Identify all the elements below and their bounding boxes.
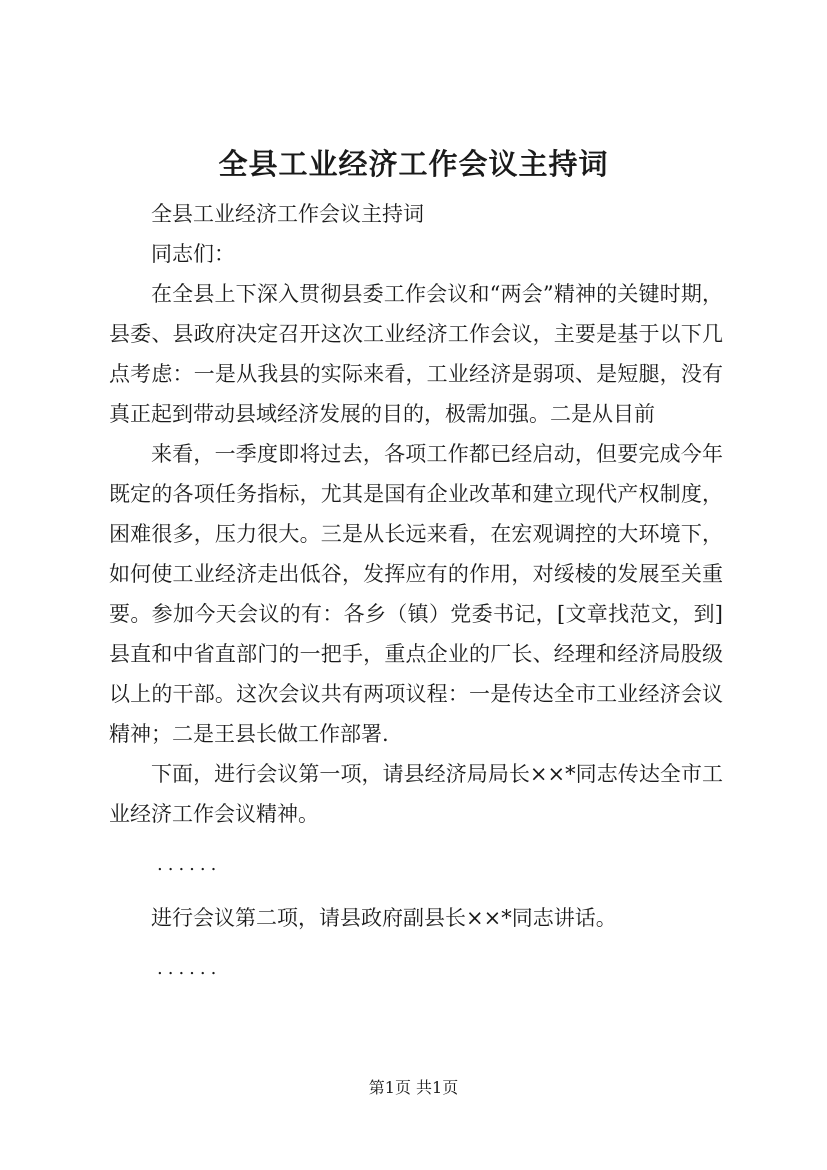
ellipsis-one: ...... xyxy=(157,854,222,875)
paragraph-agenda-one: 下面，进行会议第一项，请县经济局局长××*同志传达全市工业经济工作会议精神。 xyxy=(109,762,723,826)
page-number-footer: 第1页 共1页 xyxy=(368,1078,459,1097)
paragraph-intro: 在全县上下深入贯彻县委工作会议和“两会”精神的关键时期，县委、县政府决定召开这次工业经济工作会议，主要是基于以下几点考虑：一是从我县的实际来看，工业经济是弱项、是短腿，没有真正起到带动县域经济发展的目的，极需加强。二是从目前 xyxy=(109,282,723,426)
document-title: 全县工业经济工作会议主持词 xyxy=(218,147,609,181)
document-body xyxy=(109,194,723,1002)
paragraph-agenda-two: 进行会议第二项，请县政府副县长××*同志讲话。 xyxy=(151,906,617,930)
paragraph-salutation: 同志们： xyxy=(151,242,235,266)
ellipsis-two: ...... xyxy=(157,958,222,979)
paragraph-context: 来看，一季度即将过去，各项工作都已经启动，但要完成今年既定的各项任务指标，尤其是国有企业改革和建立现代产权制度，困难很多，压力很大。三是从长远来看，在宏观调控的大环境下，如何使工业经济走出低谷，发挥应有的作用，对绥棱的发展至关重要。参加今天会议的有：各乡（镇）党委书记，[文章找范文，到]县直和中省直部门的一把手，重点企业的厂长、经理和经济局股级以上的干部。这次会议共有两项议程：一是传达全市工业经济会议精神；二是王县长做工作部署. xyxy=(109,442,723,746)
paragraph-subtitle: 全县工业经济工作会议主持词 xyxy=(151,202,424,226)
